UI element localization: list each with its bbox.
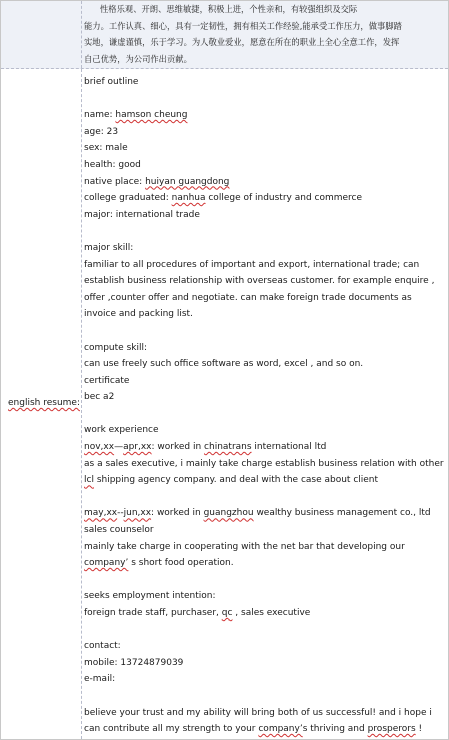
resume-line: may,xx--jun,xx: worked in guangzhou wealthy business management co., ltd — [84, 508, 431, 519]
spellcheck-mark: lcl — [84, 475, 94, 486]
resume-line: major skill: — [84, 242, 134, 253]
resume-line: name: hamson cheung — [84, 110, 188, 121]
resume-content — [84, 74, 446, 738]
spellcheck-mark: may,xx — [84, 508, 118, 519]
resume-line: foreign trade staff, purchaser, qc , sales executive — [84, 608, 311, 618]
resume-line — [84, 489, 446, 506]
resume-line: invoice and packing list. — [84, 309, 193, 320]
resume-line: work experience — [84, 425, 159, 436]
spellcheck-mark: hamson cheung — [115, 110, 188, 121]
resume-line — [84, 323, 446, 340]
resume-line: familiar to all procedures of important and export, international trade; can — [84, 259, 420, 270]
resume-line: mainly take charge in cooperating with the net bar that developing our — [84, 541, 405, 552]
resume-line: compute skill: — [84, 342, 147, 353]
resume-line: bec a2 — [84, 392, 115, 403]
self-evaluation-label-cell — [1, 1, 82, 68]
spellcheck-mark: nanhua — [171, 193, 206, 204]
self-evaluation-line: 能力。工作认真、细心，具有一定韧性，拥有相关工作经验,能承受工作压力，做事脚踏 — [84, 20, 402, 31]
spellcheck-mark: qc — [221, 608, 233, 618]
resume-line — [84, 688, 446, 705]
spellcheck-mark: company’ — [84, 558, 129, 569]
resume-line — [84, 223, 446, 240]
self-evaluation-line: 自己优势，为公司作出贡献。 — [84, 53, 192, 64]
resume-line: major: international trade — [84, 209, 200, 220]
resume-line: age: 23 — [84, 126, 119, 137]
row-label-cell — [1, 69, 82, 739]
resume-line: contact: — [84, 641, 121, 652]
resume-line — [84, 91, 446, 108]
self-evaluation-line: 实地，谦虚谨慎，乐于学习。为人敬业爱业，愿意在所在的职业上全心全意工作，发挥 — [84, 37, 400, 48]
english-resume-row — [1, 69, 448, 739]
resume-line: offer ,counter offer and negotiate. can make foreign trade documents as — [84, 292, 412, 303]
resume-line: college graduated: nanhua college of industry and commerce — [84, 193, 363, 204]
resume-line: nov,xx—apr,xx: worked in chinatrans international ltd — [84, 442, 327, 453]
resume-line: lcl shipping agency company. and deal with the case about client — [84, 475, 379, 486]
resume-line: brief outline — [84, 77, 139, 87]
resume-line: sex: male — [84, 143, 128, 154]
spellcheck-mark: apr,xx — [123, 442, 152, 453]
resume-line — [84, 622, 446, 639]
row-label: english resume: — [8, 398, 80, 408]
resume-line: native place: huiyan guangdong — [84, 176, 230, 187]
resume-line: certificate — [84, 375, 130, 386]
resume-line: seeks employment intention: — [84, 591, 216, 602]
spellcheck-mark: jun,xx — [123, 508, 152, 519]
spellcheck-mark: guangzhou — [203, 508, 254, 519]
self-evaluation-text — [84, 1, 446, 67]
self-evaluation-row — [1, 1, 448, 69]
resume-line: company’ s short food operation. — [84, 558, 234, 569]
resume-line: can use freely such office software as word, excel , and so on. — [84, 359, 364, 370]
spellcheck-mark: company’ — [258, 724, 303, 735]
resume-line: health: good — [84, 159, 141, 170]
resume-line — [84, 572, 446, 589]
resume-line: e-mail: — [84, 674, 116, 685]
spellcheck-mark: prosperors — [367, 724, 416, 735]
spellcheck-mark: huiyan guangdong — [145, 176, 230, 187]
resume-line: believe your trust and my ability will bring both of us successful! and i hope i — [84, 707, 432, 718]
resume-line — [84, 406, 446, 423]
resume-line: as a sales executive, i mainly take charge establish business relation with other — [84, 458, 444, 469]
resume-line: mobile: 13724879039 — [84, 657, 184, 668]
spellcheck-mark: chinatrans — [204, 442, 252, 453]
spellcheck-mark: nov,xx — [84, 442, 115, 453]
resume-line: sales counselor — [84, 525, 154, 536]
self-evaluation-line: 性格乐观、开朗、思维敏捷，积极上进，个性亲和，有较强组织及交际 — [100, 4, 358, 14]
resume-line: establish business relationship with overseas customer. for example enquire , — [84, 276, 435, 287]
resume-line: can contribute all my strength to your company’s thriving and prosperors ! — [84, 724, 423, 735]
